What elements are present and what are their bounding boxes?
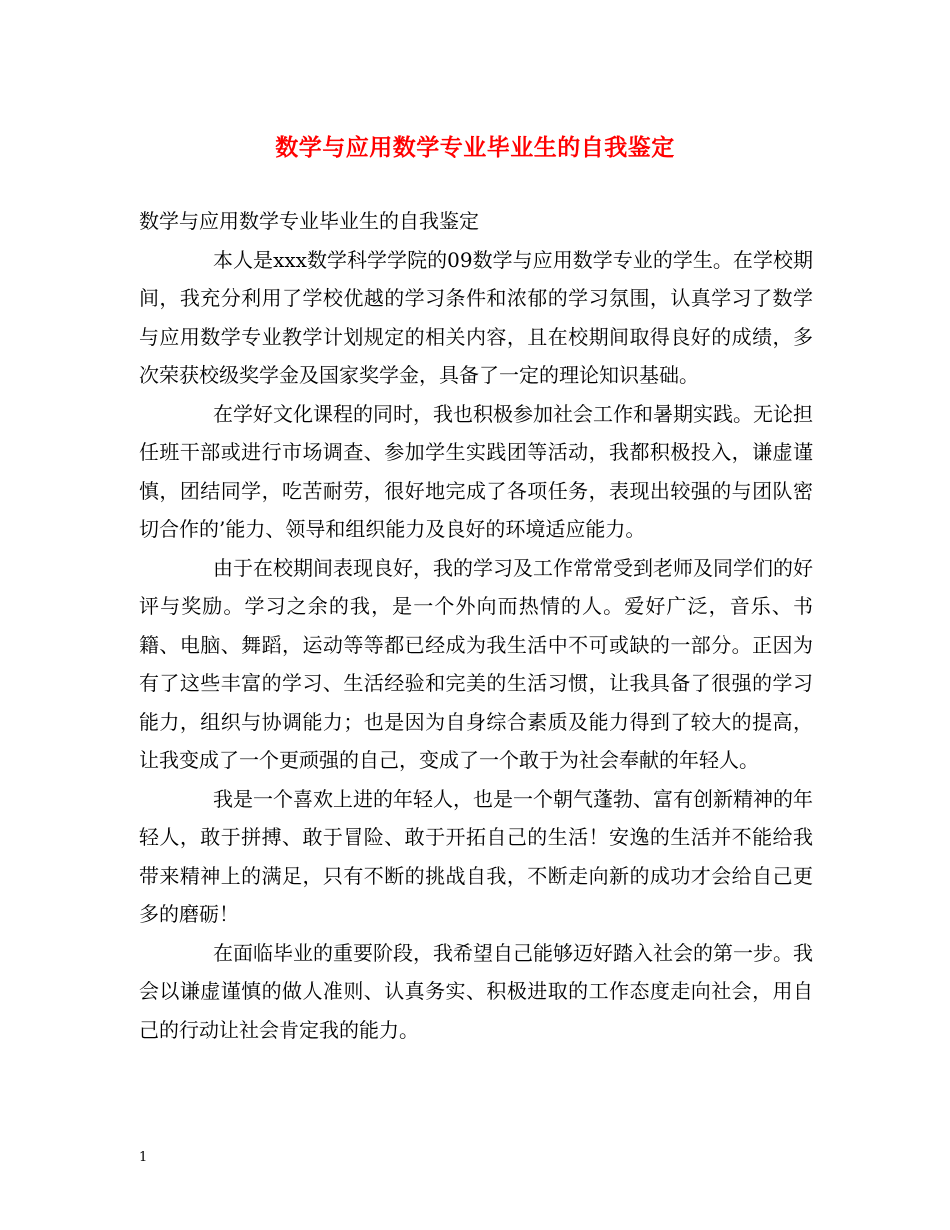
document-title: 数学与应用数学专业毕业生的自我鉴定 (275, 134, 675, 161)
paragraph-5: 在面临毕业的重要阶段，我希望自己能够迈好踏入社会的第一步。我会以谦虚谨慎的做人准则、认真务实、积极进取的工作态度走向社会，用自己的行动让社会肯定我的能力。 (139, 940, 813, 1042)
paragraph-4: 我是一个喜欢上进的年轻人，也是一个朝气蓬勃、富有创新精神的年轻人，敢于拼搏、敢于冒险、敢于开拓自己的生活！安逸的生活并不能给我带来精神上的满足，只有不断的挑战自我，不断走向新的成功才会给自己更多的磨砺！ (139, 786, 813, 926)
paragraph-2: 在学好文化课程的同时，我也积极参加社会工作和暑期实践。无论担任班干部或进行市场调查、参加学生实践团等活动，我都积极投入，谦虚谨慎，团结同学，吃苦耐劳，很好地完成了各项任务，表现出较强的与团队密切合作的’能力、领导和组织能力及良好的环境适应能力。 (139, 401, 813, 541)
document-subtitle: 数学与应用数学专业毕业生的自我鉴定 (139, 209, 479, 233)
document-body (139, 202, 813, 1049)
page-number: 1 (139, 1150, 148, 1165)
paragraph-3: 由于在校期间表现良好，我的学习及工作常常受到老师及同学们的好评与奖励。学习之余的我，是一个外向而热情的人。爱好广泛，音乐、书籍、电脑、舞蹈，运动等等都已经成为我生活中不可或缺的一部分。正因为有了这些丰富的学习、生活经验和完美的生活习惯，让我具备了很强的学习能力，组织与协调能力；也是因为自身综合素质及能力得到了较大的提高，让我变成了一个更顽强的自己，变成了一个敢于为社会奉献的年轻人。 (139, 555, 813, 772)
paragraph-1: 本人是xxx数学科学学院的09数学与应用数学专业的学生。在学校期间，我充分利用了学校优越的学习条件和浓郁的学习氛围，认真学习了数学与应用数学专业教学计划规定的相关内容，且在校期间取得良好的成绩，多次荣获校级奖学金及国家奖学金，具备了一定的理论知识基础。 (139, 247, 813, 387)
